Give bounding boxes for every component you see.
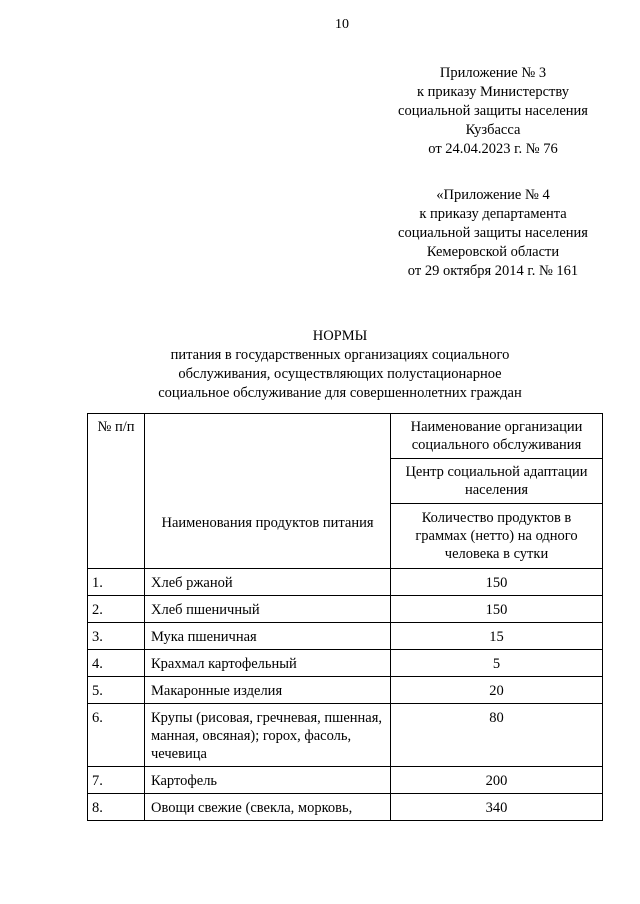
- header-number: [88, 414, 145, 569]
- appendix-3-line-4: Кузбасса: [465, 122, 521, 138]
- header-quantity: Количество продуктов в граммах (нетто) на одного человека в сутки: [391, 504, 603, 569]
- product-quantity: 20: [391, 677, 603, 704]
- row-number: 4.: [88, 650, 145, 677]
- heading-line-3: социальное обслуживание для совершеннолетних граждан: [158, 385, 522, 401]
- row-number: 2.: [88, 596, 145, 623]
- appendix-4-line-3: социальной защиты населения: [398, 225, 588, 241]
- product-quantity: 200: [391, 767, 603, 794]
- appendix-4-line-1: «Приложение № 4: [436, 187, 550, 203]
- appendix-4-block: [388, 186, 598, 281]
- product-name: Овощи свежие (свекла, морковь,: [145, 794, 391, 821]
- appendix-4-line-2: к приказу департамента: [419, 206, 567, 222]
- appendix-3-line-1: Приложение № 3: [439, 65, 547, 81]
- header-organization: Наименование организации социального обслуживания: [391, 414, 603, 459]
- page-number: 10: [335, 17, 349, 32]
- appendix-3-block: [388, 64, 598, 159]
- row-number: 6.: [88, 704, 145, 767]
- product-name: Хлеб ржаной: [145, 569, 391, 596]
- row-number: 5.: [88, 677, 145, 704]
- document-heading: [120, 327, 560, 403]
- heading-line-2: обслуживания, осуществляющих полустационарное: [178, 366, 502, 382]
- appendix-4-line-5: от 29 октября 2014 г. № 161: [407, 263, 579, 279]
- appendix-3-line-3: социальной защиты населения: [398, 103, 588, 119]
- product-quantity: 15: [391, 623, 603, 650]
- table-row: [88, 569, 603, 596]
- table-row: [88, 623, 603, 650]
- product-quantity: 80: [391, 704, 603, 767]
- row-number: 1.: [88, 569, 145, 596]
- product-name: Крахмал картофельный: [145, 650, 391, 677]
- product-name: Картофель: [145, 767, 391, 794]
- food-norms-table: [87, 413, 603, 821]
- product-quantity: 150: [391, 569, 603, 596]
- heading-line-1: питания в государственных организациях социального: [170, 347, 510, 363]
- product-quantity: 340: [391, 794, 603, 821]
- product-name: Макаронные изделия: [145, 677, 391, 704]
- product-quantity: 5: [391, 650, 603, 677]
- header-center: Центр социальной адаптации населения: [391, 459, 603, 504]
- table-row: [88, 704, 603, 767]
- table-row: [88, 794, 603, 821]
- row-number: 3.: [88, 623, 145, 650]
- table-row: [88, 650, 603, 677]
- product-name: Хлеб пшеничный: [145, 596, 391, 623]
- product-name: Мука пшеничная: [145, 623, 391, 650]
- table-row: [88, 767, 603, 794]
- product-name: Крупы (рисовая, гречневая, пшенная, манная, овсяная); горох, фасоль, чечевица: [145, 704, 391, 767]
- header-number-label: № п/п: [97, 419, 135, 435]
- heading-title: НОРМЫ: [312, 328, 368, 344]
- table-row: [88, 677, 603, 704]
- appendix-4-line-4: Кемеровской области: [426, 244, 560, 260]
- row-number: 8.: [88, 794, 145, 821]
- header-product-name: Наименования продуктов питания: [145, 414, 391, 569]
- appendix-3-line-5: от 24.04.2023 г. № 76: [428, 141, 558, 157]
- row-number: 7.: [88, 767, 145, 794]
- product-quantity: 150: [391, 596, 603, 623]
- appendix-3-line-2: к приказу Министерству: [416, 84, 569, 100]
- table-row: [88, 596, 603, 623]
